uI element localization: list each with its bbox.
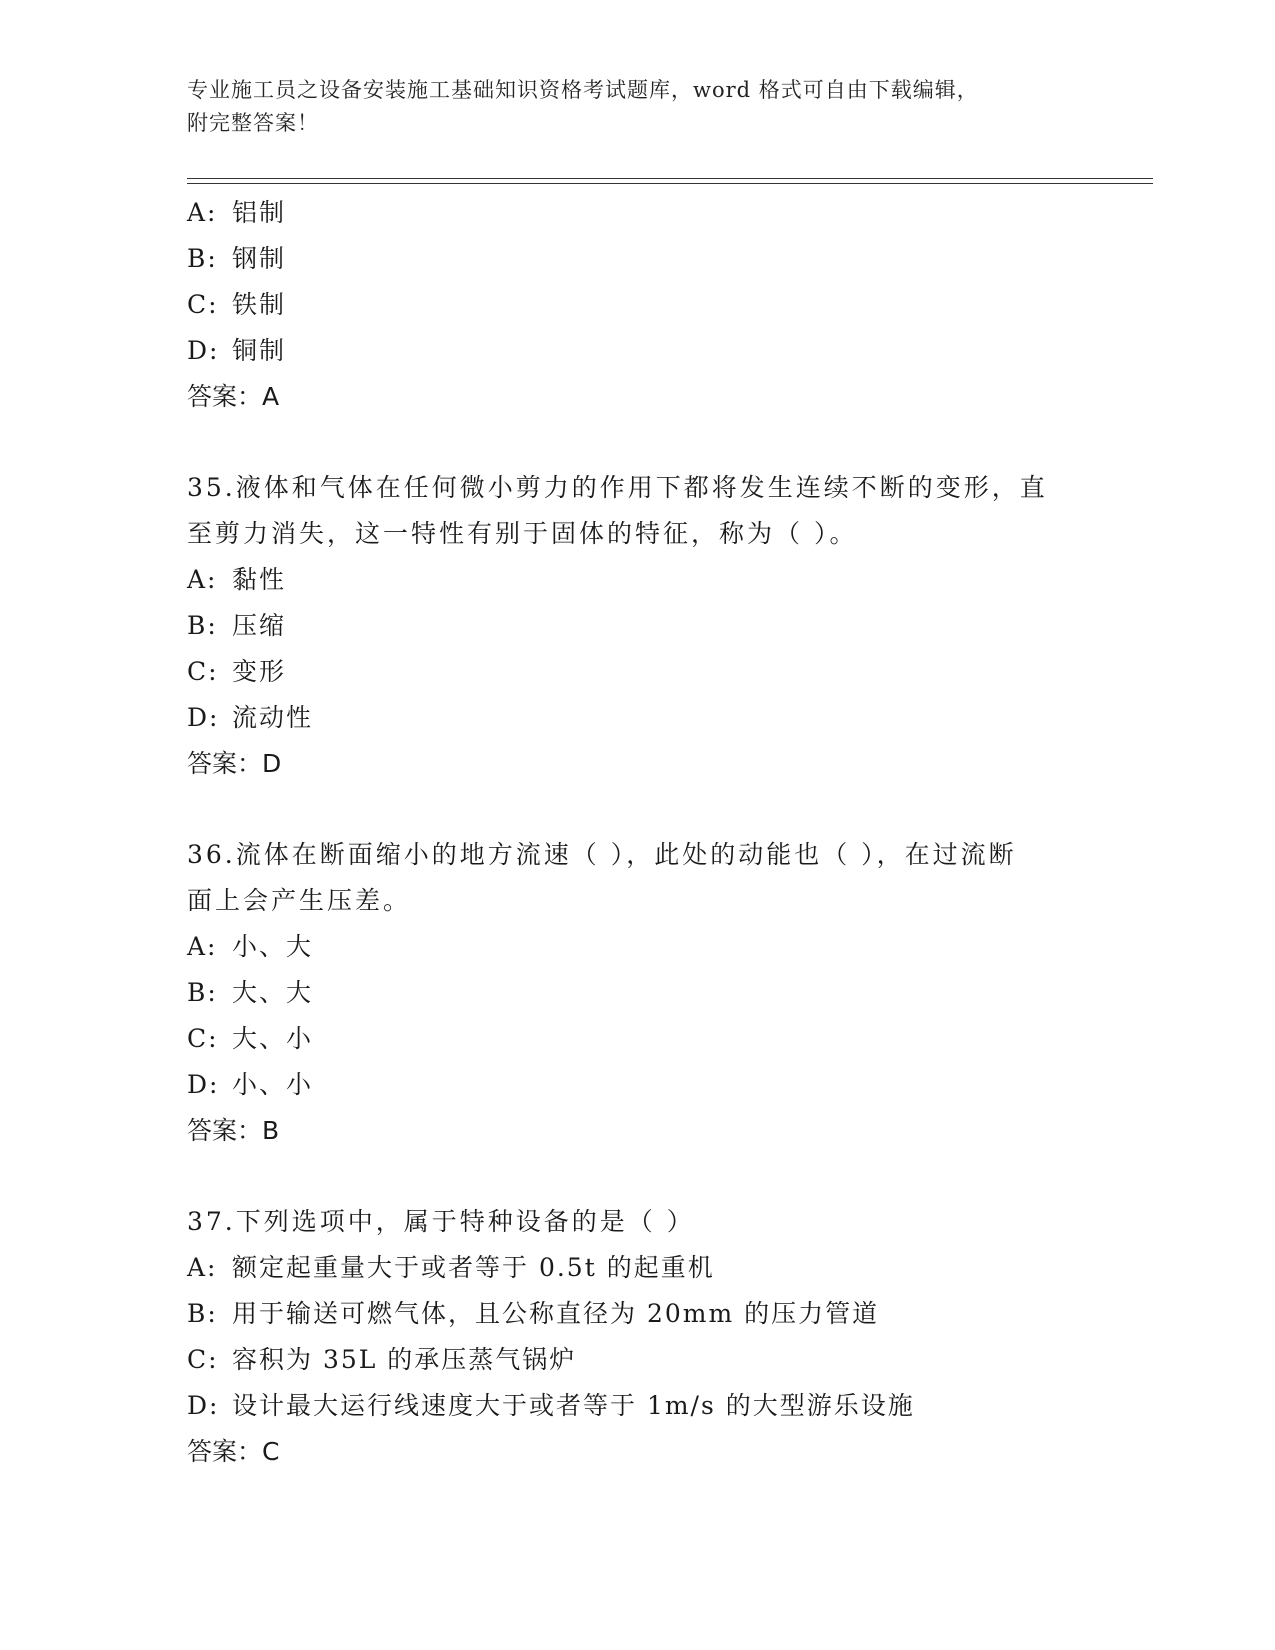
option-text: 大、大 — [232, 978, 314, 1007]
header-line-2: 附完整答案！ — [187, 111, 319, 135]
option-letter: B: — [187, 1299, 218, 1328]
option-letter: C: — [187, 1345, 219, 1374]
option-d — [187, 1062, 1087, 1108]
option-letter: B: — [187, 611, 218, 640]
answer-line: 答案：D — [187, 749, 282, 778]
question-37 — [187, 1199, 1087, 1475]
option-text: 小、小 — [232, 1070, 314, 1099]
question-text-line-2: 面上会产生压差。 — [187, 886, 412, 915]
question-text-line-1: 36.流体在断面缩小的地方流速（ ），此处的动能也（ ），在过流断 — [187, 840, 1017, 869]
option-text: 黏性 — [232, 565, 287, 594]
option-letter: A: — [187, 198, 218, 227]
option-text: 铁制 — [232, 290, 287, 319]
question-36 — [187, 832, 1087, 1154]
option-text: 流动性 — [232, 703, 314, 732]
option-letter: D: — [187, 1070, 220, 1099]
header-rule-top — [187, 178, 1153, 179]
option-a — [187, 1245, 1087, 1291]
question-35 — [187, 465, 1087, 787]
option-letter: D: — [187, 1391, 220, 1420]
option-b — [187, 970, 1087, 1016]
option-text: 容积为 35L 的承压蒸气锅炉 — [232, 1345, 577, 1374]
header-line-1: 专业施工员之设备安装施工基础知识资格考试题库，word 格式可自由下载编辑， — [187, 78, 979, 102]
option-letter: D: — [187, 703, 220, 732]
header-rule-bottom — [187, 183, 1153, 184]
option-letter: C: — [187, 1024, 219, 1053]
option-b — [187, 236, 1087, 282]
option-letter: C: — [187, 290, 219, 319]
option-d — [187, 1383, 1087, 1429]
option-a — [187, 924, 1087, 970]
answer-line: 答案：C — [187, 1437, 280, 1466]
option-letter: B: — [187, 244, 218, 273]
question-list — [187, 190, 1087, 1475]
question-text-line-1: 35.液体和气体在任何微小剪力的作用下都将发生连续不断的变形，直 — [187, 473, 1048, 502]
answer-line: 答案：B — [187, 1116, 280, 1145]
question-text — [187, 465, 1067, 557]
option-letter: C: — [187, 657, 219, 686]
question-text — [187, 1199, 1067, 1245]
option-text: 额定起重量大于或者等于 0.5t 的起重机 — [232, 1253, 715, 1282]
option-text: 压缩 — [232, 611, 287, 640]
option-c — [187, 649, 1087, 695]
question-text — [187, 832, 1067, 924]
option-text: 钢制 — [232, 244, 287, 273]
option-letter: A: — [187, 565, 218, 594]
question-text-line-1: 37.下列选项中，属于特种设备的是（ ） — [187, 1207, 695, 1236]
option-d — [187, 695, 1087, 741]
option-text: 小、大 — [232, 932, 314, 961]
option-a — [187, 190, 1087, 236]
option-d — [187, 328, 1087, 374]
option-text: 变形 — [232, 657, 287, 686]
spacer — [187, 787, 1087, 832]
option-c — [187, 1337, 1087, 1383]
option-letter: D: — [187, 336, 220, 365]
spacer — [187, 420, 1087, 465]
option-text: 铝制 — [232, 198, 287, 227]
option-text: 大、小 — [232, 1024, 314, 1053]
question-text-line-2: 至剪力消失，这一特性有别于固体的特征，称为（ ）。 — [187, 519, 858, 548]
option-b — [187, 1291, 1087, 1337]
option-text: 用于输送可燃气体，且公称直径为 20mm 的压力管道 — [232, 1299, 880, 1328]
option-c — [187, 1016, 1087, 1062]
answer-line: 答案：A — [187, 382, 280, 411]
question-34 — [187, 190, 1087, 420]
option-a — [187, 557, 1087, 603]
spacer — [187, 1154, 1087, 1199]
option-text: 设计最大运行线速度大于或者等于 1m/s 的大型游乐设施 — [232, 1391, 915, 1420]
option-text: 铜制 — [232, 336, 287, 365]
option-letter: A: — [187, 932, 218, 961]
option-letter: B: — [187, 978, 218, 1007]
page-header — [187, 74, 1087, 140]
option-letter: A: — [187, 1253, 218, 1282]
option-b — [187, 603, 1087, 649]
option-c — [187, 282, 1087, 328]
